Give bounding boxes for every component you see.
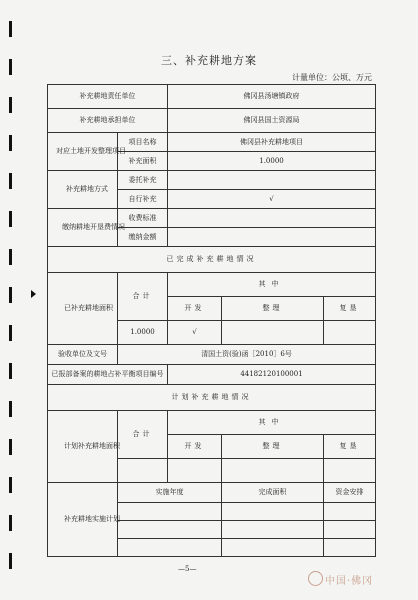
binder-hole	[9, 21, 12, 37]
page-title: 三、补充耕地方案	[161, 54, 257, 67]
plan-consolidate-value	[222, 459, 324, 483]
method-label: 补充耕地方式	[48, 171, 118, 209]
fee-standard-label: 收费标准	[118, 209, 168, 228]
completed-consolidate-label: 整理	[222, 297, 324, 321]
fee-standard-value	[168, 209, 376, 228]
project-area-value: 1.0000	[168, 152, 376, 171]
watermark: 中国·佛冈	[325, 576, 374, 587]
binder-hole	[9, 363, 12, 379]
unit-note: 计量单位：公顷、万元	[292, 73, 372, 82]
binder-hole	[9, 477, 12, 493]
binder-hole	[9, 135, 12, 151]
completed-reclaim-value	[324, 321, 376, 345]
binder-hole	[9, 287, 12, 303]
table-row	[48, 109, 376, 133]
entrusted-value	[168, 171, 376, 190]
implementation-label: 补充耕地实施计划	[48, 483, 118, 557]
plan-total-value	[118, 459, 168, 483]
fee-amount-value	[168, 228, 376, 247]
table-row	[48, 483, 376, 503]
plan-develop-label: 开发	[168, 435, 222, 459]
completed-total-label: 合计	[118, 273, 168, 321]
table-row	[48, 85, 376, 109]
entrusted-label: 委托补充	[118, 171, 168, 190]
table-row	[48, 411, 376, 435]
binder-hole	[9, 325, 12, 341]
page-number: —5—	[178, 565, 197, 573]
plan-develop-value	[168, 459, 222, 483]
completed-reclaim-label: 复垦	[324, 297, 376, 321]
plan-among-label: 其中	[168, 411, 376, 435]
fee-label: 缴纳耕地开垦费情况	[48, 209, 118, 247]
completed-area-label: 已补充耕地面积	[48, 273, 118, 345]
undertaking-unit-label: 补充耕地承担单位	[48, 109, 168, 133]
plan-section-header: 计划补充耕地情况	[48, 385, 376, 411]
plan-total-label: 合计	[118, 411, 168, 459]
impl-fund-label: 资金安排	[324, 483, 376, 503]
table-row	[48, 273, 376, 297]
record-value: 44182120100001	[168, 365, 376, 385]
responsible-unit-value: 佛冈县汤塘镇政府	[168, 85, 376, 109]
completed-among-label: 其中	[168, 273, 376, 297]
binder-hole	[9, 97, 12, 113]
self-value: √	[168, 190, 376, 209]
completed-develop-label: 开发	[168, 297, 222, 321]
table-row	[48, 385, 376, 411]
completed-consolidate-value	[222, 321, 324, 345]
table-row	[48, 365, 376, 385]
project-name-label: 项目名称	[118, 133, 168, 152]
watermark-logo-icon	[308, 571, 323, 586]
undertaking-unit-value: 佛冈县国土资源局	[168, 109, 376, 133]
acceptance-label: 验收单位及文号	[48, 345, 118, 365]
project-name-value: 佛冈县补充耕地项目	[168, 133, 376, 152]
project-label: 对应土地开发整理项目	[48, 133, 118, 171]
binder-hole	[9, 439, 12, 455]
supplementary-farmland-table	[47, 84, 376, 557]
binder-hole	[9, 553, 12, 569]
plan-reclaim-label: 复垦	[324, 435, 376, 459]
table-row	[48, 247, 376, 273]
fee-amount-label: 缴纳金额	[118, 228, 168, 247]
binder-marker-icon	[31, 290, 36, 298]
plan-consolidate-label: 整理	[222, 435, 324, 459]
impl-year-label: 实施年度	[118, 483, 222, 503]
self-label: 自行补充	[118, 190, 168, 209]
project-area-label: 补充面积	[118, 152, 168, 171]
table-row	[48, 209, 376, 228]
responsible-unit-label: 补充耕地责任单位	[48, 85, 168, 109]
table-row	[48, 171, 376, 190]
impl-area-label: 完成面积	[222, 483, 324, 503]
table-row	[48, 133, 376, 152]
binder-hole	[9, 249, 12, 265]
completed-section-header: 已完成补充耕地情况	[48, 247, 376, 273]
acceptance-value: 清国土资(验)函［2010］6号	[118, 345, 376, 365]
table-row	[48, 345, 376, 365]
binder-hole	[9, 173, 12, 189]
completed-total-value: 1.0000	[118, 321, 168, 345]
binder-hole	[9, 515, 12, 531]
plan-area-label: 计划补充耕地面积	[48, 411, 118, 483]
binder-hole	[9, 211, 12, 227]
completed-develop-value: √	[168, 321, 222, 345]
record-label: 已报部备案的耕地占补平衡项目编号	[48, 365, 168, 385]
binder-hole	[9, 401, 12, 417]
plan-reclaim-value	[324, 459, 376, 483]
